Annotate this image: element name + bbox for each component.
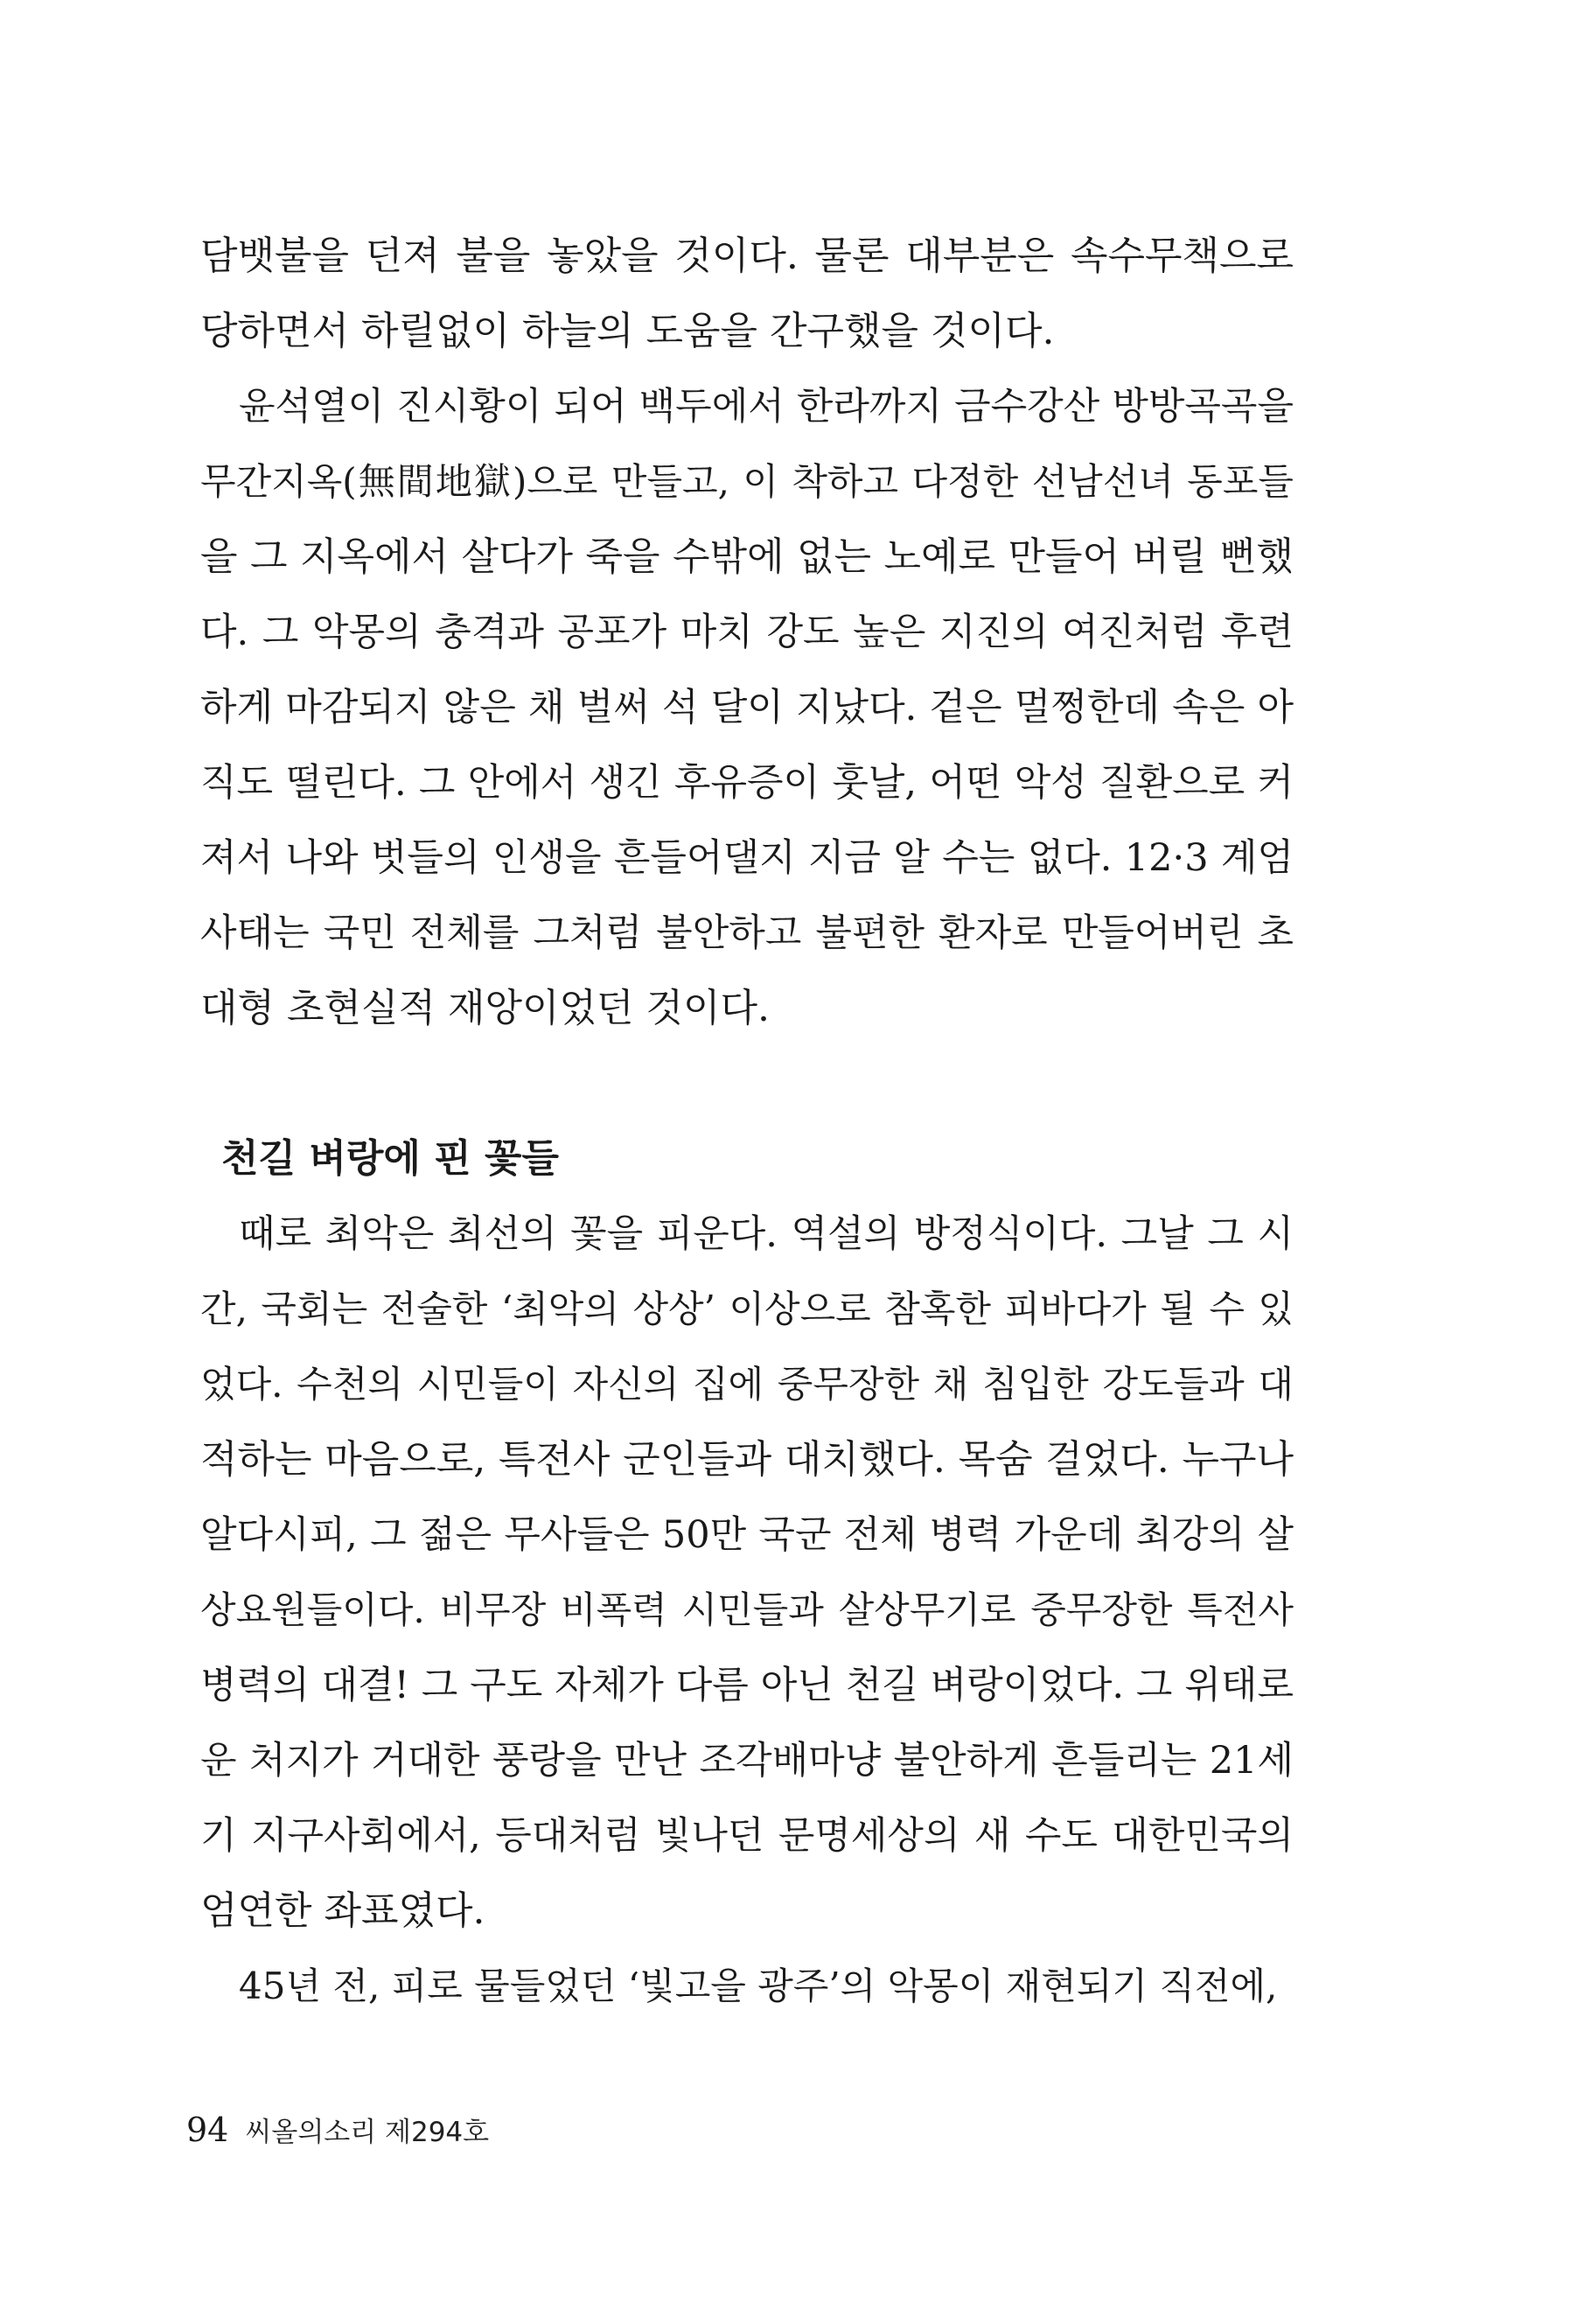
text-line: 담뱃불을 던져 불을 놓았을 것이다. 물론 대부분은 속수무책으로 bbox=[200, 234, 1294, 278]
text-line: 하게 마감되지 않은 채 벌써 석 달이 지났다. 겉은 멀쩡한데 속은 아 bbox=[200, 686, 1294, 729]
text-line: 적하는 마음으로, 특전사 군인들과 대치했다. 목숨 걸었다. 누구나 bbox=[200, 1437, 1294, 1482]
text-line: 었다. 수천의 시민들이 자신의 집에 중무장한 채 침입한 강도들과 대 bbox=[200, 1363, 1294, 1406]
text-line: 사태는 국민 전체를 그처럼 불안하고 불편한 환자로 만들어버린 초 bbox=[200, 911, 1294, 955]
body-text-after-heading bbox=[200, 1197, 1294, 2024]
paragraph bbox=[200, 1949, 1294, 2024]
text-line: 직도 떨린다. 그 안에서 생긴 후유증이 훗날, 어떤 악성 질환으로 커 bbox=[200, 761, 1294, 805]
text-line: 때로 최악은 최선의 꽃을 피운다. 역설의 방정식이다. 그날 그 시 bbox=[239, 1212, 1294, 1256]
text-line: 대형 초현실적 재앙이었던 것이다. bbox=[200, 986, 770, 1030]
text-line: 당하면서 하릴없이 하늘의 도움을 간구했을 것이다. bbox=[200, 309, 1055, 353]
text-line: 운 처지가 거대한 풍랑을 만난 조각배마냥 불안하게 흔들리는 21세 bbox=[200, 1739, 1294, 1783]
text-line: 알다시피, 그 젊은 무사들은 50만 국군 전체 병력 가운데 최강의 살 bbox=[200, 1513, 1294, 1557]
text-line: 상요원들이다. 비무장 비폭력 시민들과 살상무기로 중무장한 특전사 bbox=[200, 1588, 1294, 1631]
journal-title: 씨올의소리 제294호 bbox=[245, 2117, 490, 2148]
text-line: 다. 그 악몽의 충격과 공포가 마치 강도 높은 지진의 여진처럼 후련 bbox=[200, 611, 1294, 654]
text-line: 져서 나와 벗들의 인생을 흔들어댈지 지금 알 수는 없다. 12·3 계엄 bbox=[200, 836, 1294, 880]
text-line: 45년 전, 피로 물들었던 ‘빛고을 광주’의 악몽이 재현되기 직전에, bbox=[239, 1965, 1278, 2007]
text-line: 엄연한 좌표였다. bbox=[200, 1888, 485, 1933]
text-line: 무간지옥(無間地獄)으로 만들고, 이 착하고 다정한 선남선녀 동포들 bbox=[200, 460, 1294, 503]
paragraph bbox=[200, 219, 1294, 369]
text-line: 을 그 지옥에서 살다가 죽을 수밖에 없는 노예로 만들어 버릴 뻔했 bbox=[200, 534, 1294, 579]
text-line: 기 지구사회에서, 등대처럼 빛나던 문명세상의 새 수도 대한민국의 bbox=[200, 1814, 1294, 1858]
paragraph bbox=[200, 369, 1294, 1046]
paragraph bbox=[200, 1197, 1294, 1949]
text-line: 병력의 대결! 그 구도 자체가 다름 아닌 천길 벼랑이었다. 그 위태로 bbox=[200, 1664, 1294, 1707]
text-line: 윤석열이 진시황이 되어 백두에서 한라까지 금수강산 방방곡곡을 bbox=[239, 385, 1294, 429]
page-body bbox=[200, 219, 1294, 2024]
page-number: 94 bbox=[186, 2111, 229, 2149]
text-line: 간, 국회는 전술한 ‘최악의 상상’ 이상으로 참혹한 피바다가 될 수 있 bbox=[200, 1288, 1294, 1330]
section-spacer bbox=[200, 1046, 1294, 1121]
body-text-before-heading bbox=[200, 219, 1294, 1046]
page-footer bbox=[186, 2108, 489, 2152]
section-heading: 천길 벼랑에 핀 꽃들 bbox=[221, 1136, 559, 1181]
